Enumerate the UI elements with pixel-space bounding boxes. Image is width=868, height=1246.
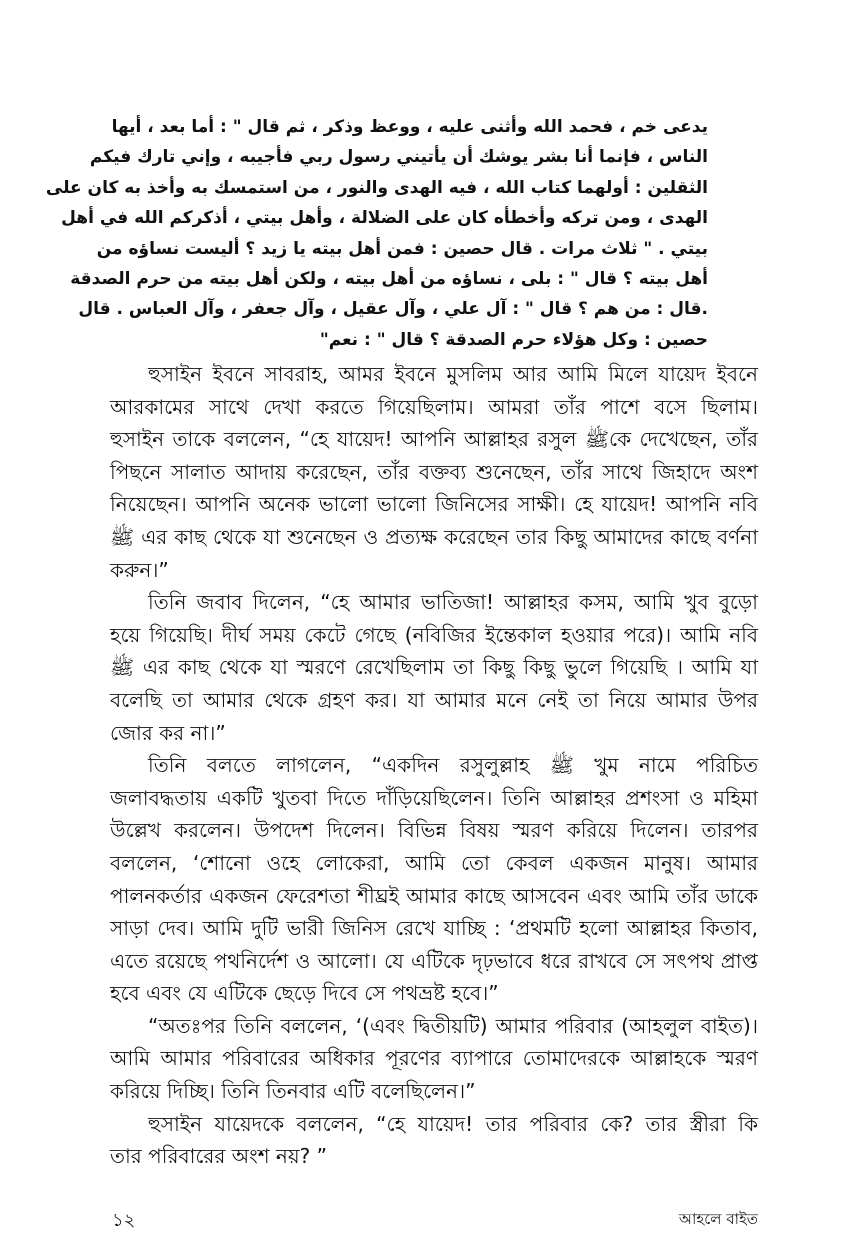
arabic-line: الثقلين : أولهما كتاب الله ، فيه الهدى والنور ، من استمسك به وأخذ به كان على xyxy=(45,177,708,198)
arabic-line: الهدى ، ومن تركه وأخطأه كان على الضلالة ، وأهل بيتي ، أذكركم الله في أهل xyxy=(61,208,708,229)
bengali-line: বলেছি তা আমার থেকে গ্রহণ কর। যা আমার মনে নেই তা নিয়ে আমার উপর xyxy=(110,687,758,712)
bengali-line: করুন।” xyxy=(110,557,169,582)
bengali-line: হুসাইন যায়েদকে বললেন, “হে যায়েদ! তার পরিবার কে? তার স্ত্রীরা কি xyxy=(148,1111,758,1136)
arabic-line: .قال : من هم ؟ قال " : آل علي ، وآل عقيل ، وآل جعفر ، وآل العباس . قال xyxy=(78,299,708,320)
arabic-line: أهل بيته ؟ قال " : بلى ، نساؤه من أهل بيته ، ولكن أهل بيته من حرم الصدقة xyxy=(70,268,708,289)
bengali-line: নিয়েছেন। আপনি অনেক ভালো ভালো জিনিসের সাক্ষী। হে যায়েদ! আপনি নবি xyxy=(110,492,758,517)
bengali-line: হুসাইন ইবনে সাবরাহ, আমর ইবনে মুসলিম আর আমি মিলে যায়েদ ইবনে xyxy=(148,362,758,386)
arabic-hadith-text xyxy=(45,112,708,355)
bengali-line: পিছনে সালাত আদায় করেছেন, তাঁর বক্তব্য শুনেছেন, তাঁর সাথে জিহাদে অংশ xyxy=(110,459,758,484)
bengali-line: হবে এবং যে এটিকে ছেড়ে দিবে সে পথভ্রষ্ট হবে।” xyxy=(110,981,499,1006)
bengali-line: হয়ে গিয়েছি। দীর্ঘ সময় কেটে গেছে (নবিজির ইন্তেকাল হওয়ার পরে)। আমি নবি xyxy=(110,622,758,647)
arabic-line: بيتي . " ثلاث مرات . قال حصين : فمن أهل بيته يا زيد ؟ أليست نساؤه من xyxy=(96,238,708,259)
bengali-line: আমি আমার পরিবারের অধিকার পূরণের ব্যাপারে তোমাদেরকে আল্লাহকে স্মরণ xyxy=(110,1046,758,1071)
bengali-translation-text xyxy=(110,358,758,1173)
bengali-line: ﷺ এর কাছ থেকে যা স্মরণে রেখেছিলাম তা কিছু কিছু ভুলে গিয়েছি । আমি যা xyxy=(110,655,758,680)
bengali-line: তিনি বলতে লাগলেন, “একদিন রসুলুল্লাহ ﷺ খুম নামে পরিচিত xyxy=(148,753,758,778)
arabic-line: حصين : وكل هؤلاء حرم الصدقة ؟ قال " : نعم" xyxy=(319,329,708,350)
bengali-line: তার পরিবারের অংশ নয়? ” xyxy=(110,1144,327,1169)
bengali-line: জলাবদ্ধতায় একটি খুতবা দিতে দাঁড়িয়েছিলেন। তিনি আল্লাহর প্রশংসা ও মহিমা xyxy=(110,785,758,810)
bengali-line: করিয়ে দিচ্ছি। তিনি তিনবার এটি বলেছিলেন।” xyxy=(110,1079,476,1104)
bengali-line: “অতঃপর তিনি বললেন, ‘(এবং দ্বিতীয়টি) আমার পরিবার (আহলুল বাইত)। xyxy=(148,1013,758,1038)
arabic-line: الناس ، فإنما أنا بشر يوشك أن يأتيني رسول ربي فأجيبه ، وإني تارك فيكم xyxy=(89,147,708,168)
bengali-line: এতে রয়েছে পথনির্দেশ ও আলো। যে এটিকে দৃঢ়ভাবে ধরে রাখবে সে সৎপথ প্রাপ্ত xyxy=(110,948,758,973)
bengali-line: উল্লেখ করলেন। উপদেশ দিলেন। বিভিন্ন বিষয় স্মরণ করিয়ে দিলেন। তারপর xyxy=(110,818,758,843)
running-footer-title: আহলে বাইত xyxy=(678,1210,758,1228)
page-number: ১২ xyxy=(112,1210,136,1231)
bengali-line: ﷺ এর কাছ থেকে যা শুনেছেন ও প্রত্যক্ষ করেছেন তার কিছু আমাদের কাছে বর্ণনা xyxy=(110,524,758,549)
bengali-line: হুসাইন তাকে বললেন, “হে যায়েদ! আপনি আল্লাহর রসুল ﷺকে দেখেছেন, তাঁর xyxy=(110,427,759,452)
bengali-line: বললেন, ‘শোনো ওহে লোকেরা, আমি তো কেবল একজন মানুষ। আমার xyxy=(110,850,758,875)
bengali-line: পালনকর্তার একজন ফেরেশতা শীঘ্রই আমার কাছে আসবেন এবং আমি তাঁর ডাকে xyxy=(110,883,758,908)
bengali-line: জোর কর না।” xyxy=(110,720,226,745)
bengali-line: আরকামের সাথে দেখা করতে গিয়েছিলাম। আমরা তাঁর পাশে বসে ছিলাম। xyxy=(110,394,758,419)
arabic-line: يدعى خم ، فحمد الله وأثنى عليه ، ووعظ وذكر ، ثم قال " : أما بعد ، أيها xyxy=(111,117,708,137)
bengali-line: সাড়া দেব। আমি দুটি ভারী জিনিস রেখে যাচ্ছি : ‘প্রথমটি হলো আল্লাহর কিতাব, xyxy=(110,916,758,941)
bengali-line: তিনি জবাব দিলেন, “হে আমার ভাতিজা! আল্লাহর কসম, আমি খুব বুড়ো xyxy=(148,590,758,615)
